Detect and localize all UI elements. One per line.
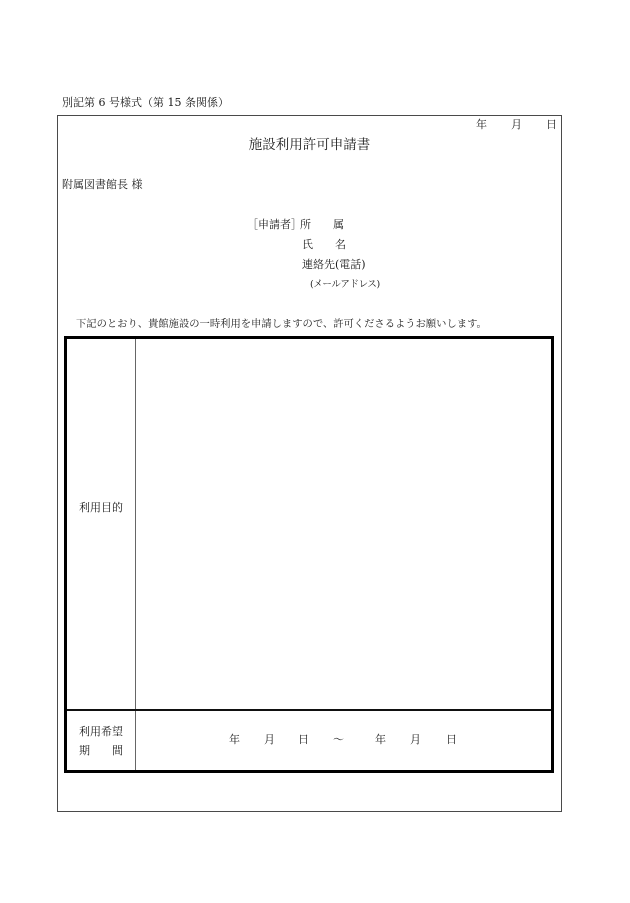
period-label-line-1: 利用希望 bbox=[79, 724, 123, 738]
date-year-label: 年 bbox=[476, 118, 487, 131]
phone-label: 連絡先(電話) bbox=[302, 258, 366, 271]
affiliation-label: 所 属 bbox=[300, 218, 344, 231]
request-statement: 下記のとおり、貴館施設の一時利用を申請しますので、許可くださるようお願いします。 bbox=[76, 318, 487, 330]
period-end-year: 年 bbox=[375, 733, 386, 746]
period-end-day: 日 bbox=[446, 733, 457, 746]
name-label: 氏 名 bbox=[302, 238, 346, 251]
application-table bbox=[64, 336, 554, 773]
purpose-label: 利用目的 bbox=[79, 501, 123, 514]
period-start-year: 年 bbox=[229, 733, 240, 746]
date-day-label: 日 bbox=[546, 118, 557, 131]
period-end-month: 月 bbox=[410, 733, 421, 746]
date-month-label: 月 bbox=[511, 118, 522, 131]
purpose-value-cell bbox=[136, 339, 551, 709]
form-reference: 別記第 6 号様式（第 15 条関係） bbox=[62, 96, 229, 109]
form-title: 施設利用許可申請書 bbox=[248, 137, 371, 153]
applicant-label: ［申請者］ bbox=[247, 218, 302, 231]
email-label: (メールアドレス) bbox=[310, 279, 380, 290]
period-separator: 〜 bbox=[333, 733, 344, 746]
period-label-line-2: 期 間 bbox=[79, 743, 123, 757]
period-start-day: 日 bbox=[298, 733, 309, 746]
addressee: 附属図書館長 様 bbox=[62, 178, 143, 191]
period-start-month: 月 bbox=[264, 733, 275, 746]
period-value-cell bbox=[136, 711, 551, 770]
purpose-label-cell bbox=[67, 339, 136, 709]
period-label-cell bbox=[67, 711, 136, 770]
